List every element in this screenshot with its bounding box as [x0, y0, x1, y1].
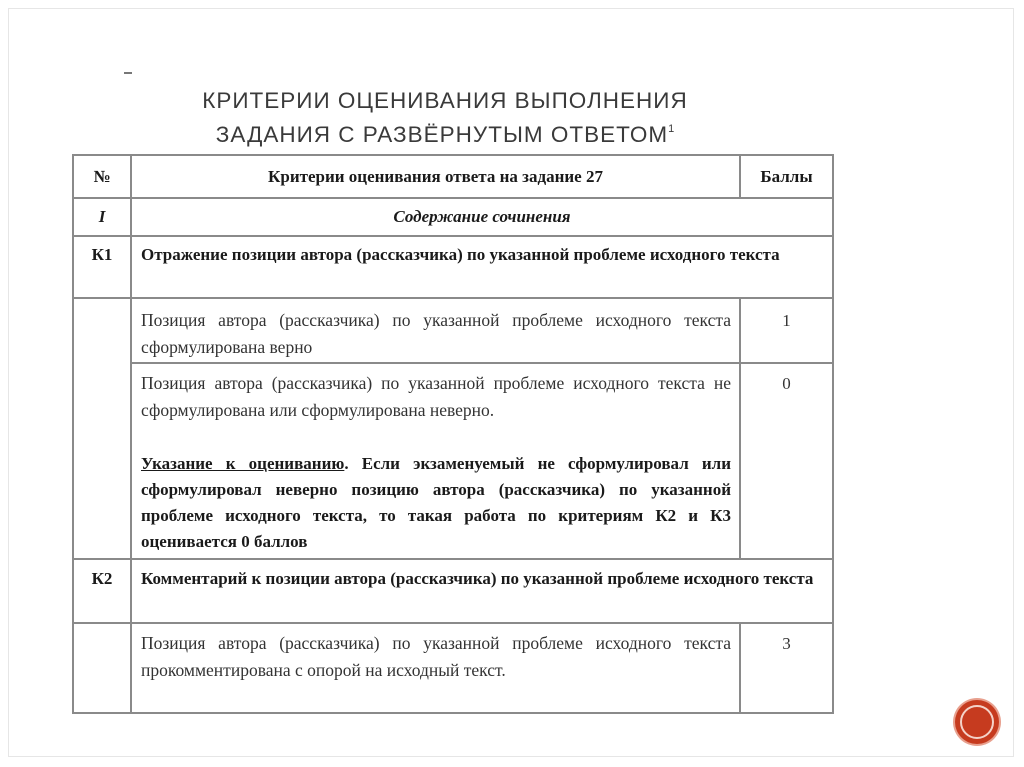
- button-ring-icon: [960, 705, 994, 739]
- table-rule: [72, 154, 834, 156]
- title-footnote: 1: [668, 123, 675, 135]
- table-rule: [72, 154, 74, 714]
- k2-row-1-points: 3: [782, 634, 791, 653]
- title-line-2: [120, 115, 770, 149]
- k1-row-2-points: 0: [782, 374, 791, 393]
- title-line-2-text: ЗАДАНИЯ С РАЗВЁРНУТЫМ ОТВЕТОМ: [215, 122, 669, 147]
- k1-row-2-text: Позиция автора (рассказчика) по указанной проблеме исходного текста не сформулирована или сформулирована неверно.: [141, 373, 731, 420]
- title-line-1: КРИТЕРИИ ОЦЕНИВАНИЯ ВЫПОЛНЕНИЯ: [202, 88, 688, 113]
- k1-row-2-note: [141, 451, 731, 555]
- table-rule: [130, 362, 834, 364]
- table-rule: [72, 712, 834, 714]
- scan-mark: [124, 72, 132, 74]
- table-rule: [72, 558, 834, 560]
- k2-code: К2: [91, 569, 113, 588]
- k1-title: Отражение позиции автора (рассказчика) по указанной проблеме исходного текста: [141, 245, 780, 264]
- table-rule: [72, 235, 834, 237]
- note-text: . Если экзаменуемый не сформулировал или сформулировал неверно позицию автора (рассказчика) по указанной проблеме исходного текста, то такая работа по критериям К2 и К3 оценивается 0 баллов: [141, 454, 731, 551]
- next-slide-button[interactable]: [955, 700, 999, 744]
- section-num: I: [98, 207, 106, 226]
- table-rule: [130, 154, 132, 714]
- k2-row-1-text: Позиция автора (рассказчика) по указанной проблеме исходного текста прокомментирована с опорой на исходный текст.: [141, 633, 731, 680]
- table-rule: [739, 297, 741, 560]
- note-label: Указание к оцениванию: [141, 454, 345, 473]
- page-title: [120, 86, 770, 149]
- header-criteria: Критерии оценивания ответа на задание 27: [268, 167, 603, 186]
- section-label: Содержание сочинения: [393, 207, 571, 226]
- table-rule: [72, 197, 834, 199]
- k1-code: К1: [91, 245, 113, 264]
- k1-row-1-text: Позиция автора (рассказчика) по указанной проблеме исходного текста сформулирована верно: [141, 310, 731, 357]
- k1-row-1-points: 1: [782, 311, 791, 330]
- header-points: Баллы: [760, 167, 813, 186]
- header-num: №: [93, 167, 111, 186]
- table-rule: [832, 154, 834, 714]
- table-rule: [72, 622, 834, 624]
- table-rule: [72, 297, 834, 299]
- k2-title: Комментарий к позиции автора (рассказчика) по указанной проблеме исходного текста: [141, 569, 814, 588]
